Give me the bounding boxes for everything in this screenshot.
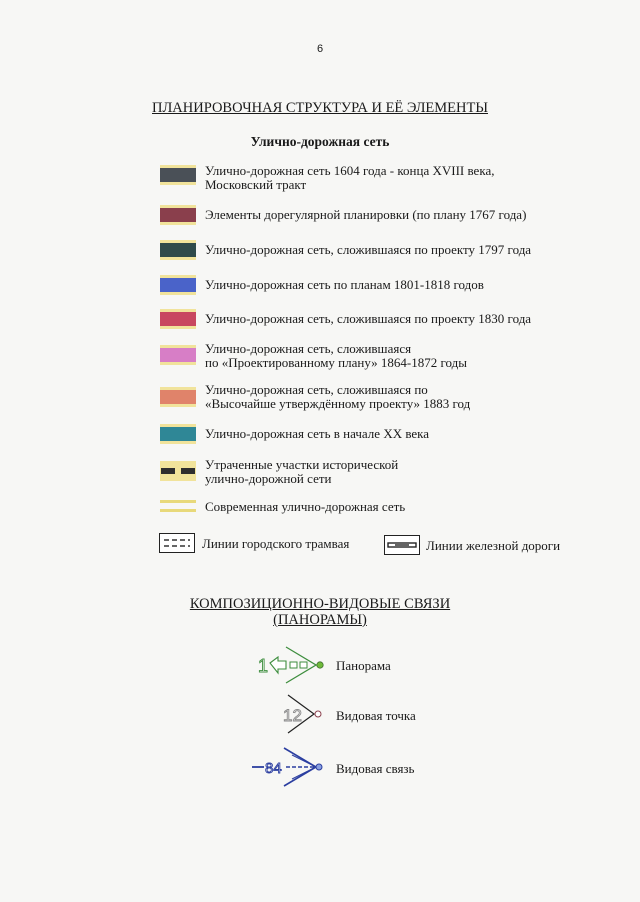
- tram-line-icon: [159, 533, 195, 553]
- legend-swatch: [160, 387, 196, 407]
- viewpoint-icon: [280, 692, 326, 738]
- section-title-planning: ПЛАНИРОВОЧНАЯ СТРУКТУРА И ЕЁ ЭЛЕМЕНТЫ: [152, 100, 488, 116]
- railway-label: Линии железной дороги: [426, 538, 561, 553]
- legend-swatch: [160, 309, 196, 329]
- legend-label: Утраченные участки исторической улично-дорожной сети: [205, 457, 399, 486]
- legend-swatch: [160, 424, 196, 444]
- legend-label: Современная улично-дорожная сеть: [205, 499, 406, 514]
- legend-label: Улично-дорожная сеть, сложившаяся по проекту 1830 года: [205, 311, 532, 326]
- svg-text:84: 84: [265, 760, 282, 777]
- panorama-label: Панорама: [336, 658, 391, 673]
- svg-text:1: 1: [258, 656, 269, 676]
- legend-label: Улично-дорожная сеть, сложившаяся по проекту 1797 года: [205, 242, 532, 257]
- viewlink-label: Видовая связь: [336, 761, 415, 776]
- legend-label: Улично-дорожная сеть, сложившаяся по «Высочайше утверждённому проекту» 1883 год: [205, 382, 471, 411]
- legend-swatch: [160, 205, 196, 225]
- railway-line-icon: [384, 535, 420, 555]
- panorama-icon: [256, 643, 328, 687]
- legend-label: Улично-дорожная сеть, сложившаяся по «Проектированному плану» 1864-1872 годы: [205, 341, 467, 370]
- legend-label: Улично-дорожная сеть 1604 года - конца XVIII века, Московский тракт: [205, 163, 495, 192]
- subtitle-street-network: Улично-дорожная сеть: [250, 134, 390, 149]
- section-title-panoramas-line2: (ПАНОРАМЫ): [273, 612, 367, 628]
- tram-label: Линии городского трамвая: [202, 536, 350, 551]
- section-title-panoramas-line1: КОМПОЗИЦИОННО-ВИДОВЫЕ СВЯЗИ: [189, 596, 451, 612]
- legend-swatch: [160, 345, 196, 365]
- viewpoint-label: Видовая точка: [336, 708, 416, 723]
- legend-label: Улично-дорожная сеть в начале XX века: [205, 426, 430, 441]
- legend-label: Улично-дорожная сеть по планам 1801-1818 годов: [205, 277, 484, 292]
- legend-swatch: [160, 240, 196, 260]
- page-number: 6: [316, 43, 324, 55]
- legend-swatch-modern: [160, 499, 196, 513]
- viewlink-icon: [250, 745, 326, 791]
- legend-swatch-dashed: [160, 461, 196, 481]
- legend-swatch: [160, 165, 196, 185]
- svg-text:12: 12: [283, 706, 302, 725]
- legend-swatch: [160, 275, 196, 295]
- legend-label: Элементы дорегулярной планировки (по плану 1767 года): [205, 207, 527, 222]
